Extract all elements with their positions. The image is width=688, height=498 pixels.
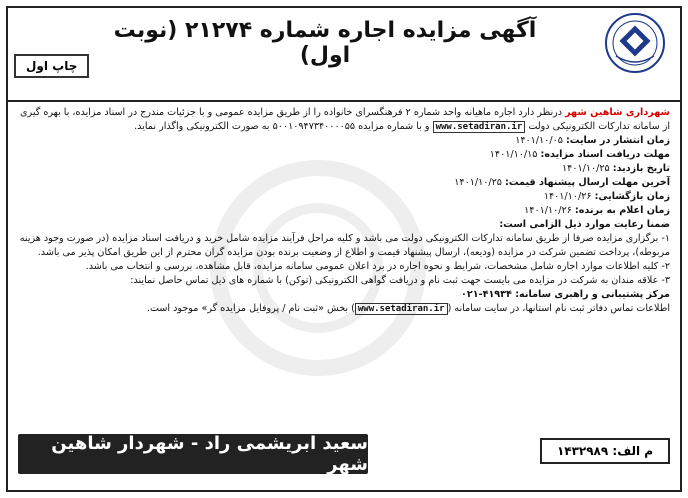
contact-row — [18, 302, 670, 316]
publish-row — [18, 134, 670, 148]
print-edition-badge: چاپ اول — [14, 54, 89, 78]
deadline-value: ۱۴۰۱/۱۰/۲۵ — [454, 177, 506, 188]
ad-code: م الف: ۱۴۳۲۹۸۹ — [556, 444, 654, 458]
announce-row — [18, 204, 670, 218]
ad-frame — [6, 6, 682, 492]
support-label: مرکز پشتیبانی و راهبری سامانه: — [515, 289, 670, 300]
visit-label: تاریخ بازدید: — [612, 163, 670, 174]
announce-label: زمان اعلام به برنده: — [574, 205, 670, 216]
visit-value: ۱۴۰۱/۱۰/۲۵ — [562, 163, 613, 174]
deadline-label: آخرین مهلت ارسال پیشنهاد قیمت: — [505, 177, 670, 188]
intro-tail: و با شماره مزایده ۵۰۰۱۰۹۴۷۳۴۰۰۰۰۵۵ به صورت الکترونیکی واگذار نماید. — [134, 121, 433, 132]
visit-row — [18, 162, 670, 176]
note-3: ۳- علاقه مندان به شرکت در مزایده می بایست جهت ثبت نام و دریافت گواهی الکترونیکی (توکن) با شماره های ذیل تماس حاصل نمایند: — [130, 275, 670, 286]
header — [8, 8, 680, 100]
opening-label: زمان بازگشایی: — [594, 191, 670, 202]
setadiran-link-2[interactable]: www.setadiran.ir — [355, 303, 448, 315]
notes-heading: ضمنا رعایت موارد ذیل الزامی است: — [499, 219, 670, 230]
publish-label: زمان انتشار در سایت: — [565, 135, 670, 146]
signature-bar — [18, 434, 368, 474]
support-value: ۴۱۹۳۴-۰۲۱ — [461, 289, 516, 300]
deadline-row — [18, 176, 670, 190]
setadiran-link[interactable]: www.setadiran.ir — [433, 121, 526, 133]
ad-code-box — [540, 438, 670, 464]
note-1: ۱- برگزاری مزایده صرفا از طریق سامانه تدارکات الکترونیکی دولت می باشد و کلیه مراحل فرآیند مزایده شامل خرید و دریافت اسناد مزایده (در صورت وجود هزینه مربوطه)، پرداخت تضمین شرکت در مزایده (ودیعه)، ارسال پیشنهاد قیمت و اطلاع از وضعیت برنده بودن مزایده گران محترم از این طریق امکان پذیر می باشد. — [19, 233, 670, 258]
owner-name: شهرداری شاهین شهر — [565, 107, 670, 118]
contact-pre: اطلاعات تماس دفاتر ثبت نام استانها، در سایت سامانه ( — [447, 303, 670, 314]
municipality-seal-icon — [604, 12, 666, 74]
receive-label: مهلت دریافت اسناد مزایده: — [540, 149, 670, 160]
ad-title: آگهی مزایده اجاره شماره ۲۱۲۷۴ (نوبت اول) — [113, 18, 537, 68]
header-divider — [8, 100, 680, 102]
intro-text: درنظر دارد اجاره ماهیانه واحد شماره ۲ فرهنگسرای خانواده را از طریق مزایده عمومی و با جزئیات مندرج در اسناد مزایده، با بهره گیری از سامانه تدارکات الکترونیکی دولت — [20, 107, 670, 132]
announce-value: ۱۴۰۱/۱۰/۲۶ — [524, 205, 575, 216]
receive-value: ۱۴۰۱/۱۰/۱۵ — [489, 149, 541, 160]
note-2: ۲- کلیه اطلاعات موارد اجاره شامل مشخصات، شرایط و نحوه اجاره در برد اعلان عمومی سامانه مزایده، قابل مشاهده، بررسی و انتخاب می باشد. — [85, 261, 670, 272]
opening-row — [18, 190, 670, 204]
receive-row — [18, 148, 670, 162]
ad-body — [18, 106, 670, 426]
contact-post: ) بخش «ثبت نام / پروفایل مزایده گر» موجود است. — [146, 303, 355, 314]
publish-value: ۱۴۰۱/۱۰/۰۵ — [515, 135, 566, 146]
support-row — [18, 288, 670, 302]
signature-text: سعید ابریشمی راد - شهردار شاهین شهر — [51, 433, 368, 475]
intro-paragraph — [18, 106, 670, 134]
opening-value: ۱۴۰۱/۱۰/۲۶ — [543, 191, 595, 202]
